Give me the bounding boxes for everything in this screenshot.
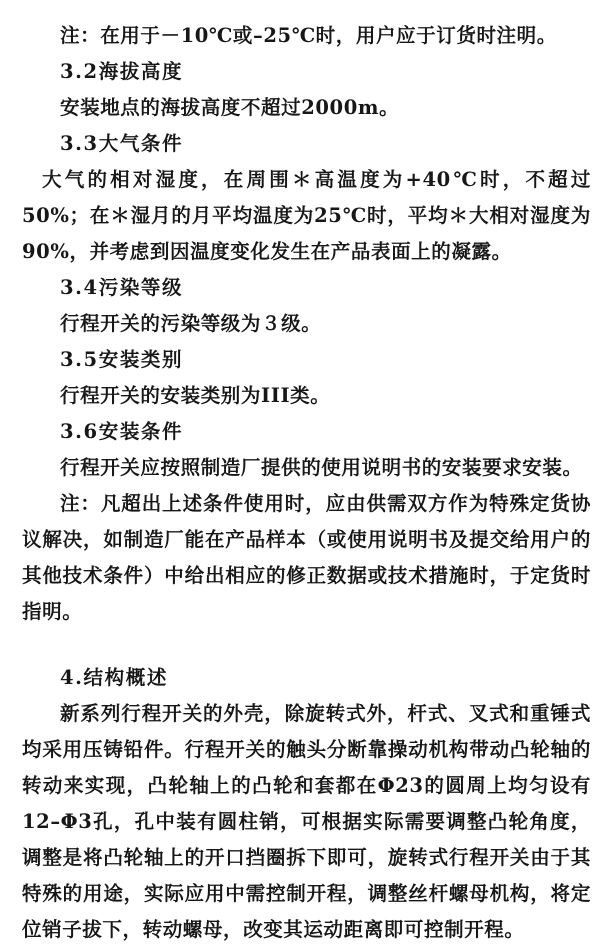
para-altitude: 安装地点的海拔高度不超过2000m。 bbox=[60, 96, 400, 119]
heading-3-5: 3.5安装类别 bbox=[60, 348, 184, 371]
heading-3-2: 3.2海拔高度 bbox=[60, 60, 184, 83]
heading-4: 4.结构概述 bbox=[60, 666, 168, 689]
note-special-order: 注：凡超出上述条件使用时，应由供需双方作为特殊定货协议解决，如制造厂能在产品样本（或使用说明书及提交给用户的其他技术条件）中给出相应的修正数据或技术措施时，于定货时指明。 bbox=[22, 492, 591, 623]
heading-3-6: 3.6安装条件 bbox=[60, 420, 184, 443]
para-install-category: 行程开关的安装类别为ⅠⅠⅠ类。 bbox=[60, 384, 331, 407]
section-spacer bbox=[22, 630, 591, 660]
heading-3-3: 3.3大气条件 bbox=[60, 132, 184, 155]
para-pollution: 行程开关的污染等级为３级。 bbox=[60, 312, 322, 335]
para-structure: 新系列行程开关的外壳，除旋转式外，杆式、叉式和重锤式均采用压铸铅件。行程开关的触头分断靠操动机构带动凸轮轴的转动来实现，凸轮轴上的凸轮和套都在Φ23的圆周上均匀设有12–Φ3孔，孔中装有圆柱销，可根据实际需要调整凸轮角度，调整是将凸轮轴上的开口挡圈拆下即可，旋转式行程开关由于其特殊的用途，实际应用中需控制开程，调整丝杆螺母机构，将定位销子拔下，转动螺母，改变其运动距离即可控制开程。 bbox=[22, 702, 591, 941]
para-atmosphere: 大气的相对湿度，在周围＊高温度为+40℃时，不超过50%；在＊湿月的月平均温度为25℃时，平均＊大相对湿度为90%，并考虑到因温度变化发生在产品表面上的凝露。 bbox=[22, 168, 591, 263]
para-install-condition: 行程开关应按照制造厂提供的使用说明书的安装要求安装。 bbox=[60, 456, 583, 479]
note-temperature: 注：在用于－10℃或–25℃时，用户应于订货时注明。 bbox=[60, 24, 557, 47]
heading-3-4: 3.4污染等级 bbox=[60, 276, 184, 299]
